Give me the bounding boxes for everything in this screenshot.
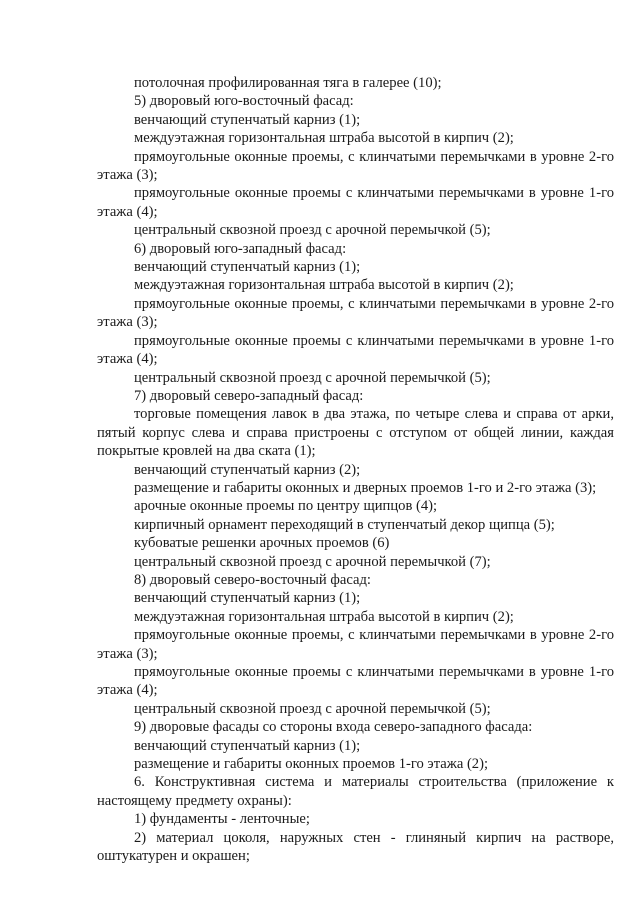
paragraph: торговые помещения лавок в два этажа, по четыре слева и справа от арки, пятый корпус слева и справа пристроены с отступом от общей линии, каждая покрытые кровлей на два ската (1);	[97, 406, 614, 460]
paragraph: междуэтажная горизонтальная штраба высотой в кирпич (2);	[134, 608, 514, 625]
paragraph: 7) дворовый северо-западный фасад:	[134, 387, 364, 404]
paragraph: кубоватые решенки арочных проемов (6)	[134, 535, 390, 552]
paragraph: 6) дворовый юго-западный фасад:	[134, 240, 347, 257]
paragraph: венчающий ступенчатый карниз (1);	[134, 590, 361, 607]
paragraph: прямоугольные оконные проемы с клинчатыми перемычками в уровне 1-го этажа (4);	[97, 664, 614, 699]
paragraph: 5) дворовый юго-восточный фасад:	[134, 93, 354, 110]
paragraph: прямоугольные оконные проемы с клинчатыми перемычками в уровне 1-го этажа (4);	[97, 332, 614, 368]
paragraph: прямоугольные оконные проемы с клинчатыми перемычками в уровне 1-го этажа (4);	[97, 185, 614, 220]
paragraph: 6. Конструктивная система и материалы строительства (приложение к настоящему предмету охраны):	[97, 774, 614, 809]
paragraph: арочные оконные проемы по центру щипцов (4);	[134, 498, 438, 515]
paragraph: центральный сквозной проезд с арочной перемычкой (5);	[134, 222, 491, 239]
paragraph: междуэтажная горизонтальная штраба высотой в кирпич (2);	[134, 277, 514, 294]
paragraph: венчающий ступенчатый карниз (1);	[134, 259, 361, 276]
paragraph: центральный сквозной проезд с арочной перемычкой (5);	[134, 700, 491, 717]
paragraph: 9) дворовые фасады со стороны входа северо-западного фасада:	[134, 719, 533, 736]
paragraph: 1) фундаменты - ленточные;	[134, 811, 310, 828]
paragraph: междуэтажная горизонтальная штраба высотой в кирпич (2);	[134, 130, 514, 147]
paragraph: размещение и габариты оконных и дверных проемов 1-го и 2-го этажа (3);	[134, 479, 597, 496]
paragraph: венчающий ступенчатый карниз (2);	[134, 461, 361, 478]
paragraph: 2) материал цоколя, наружных стен - глиняный кирпич на растворе, оштукатурен и окрашен;	[97, 829, 614, 865]
paragraph: потолочная профилированная тяга в галерее (10);	[134, 75, 442, 91]
paragraph: прямоугольные оконные проемы, с клинчатыми перемычками в уровне 2-го этажа (3);	[97, 148, 614, 184]
paragraph: венчающий ступенчатый карниз (1);	[134, 737, 361, 754]
paragraph: прямоугольные оконные проемы, с клинчатыми перемычками в уровне 2-го этажа (3);	[97, 627, 614, 662]
paragraph: венчающий ступенчатый карниз (1);	[134, 111, 361, 128]
paragraph: размещение и габариты оконных проемов 1-го этажа (2);	[134, 756, 489, 773]
paragraph: центральный сквозной проезд с арочной перемычкой (5);	[134, 369, 491, 386]
paragraph: центральный сквозной проезд с арочной перемычкой (7);	[134, 553, 491, 570]
paragraph: кирпичный орнамент переходящий в ступенчатый декор щипца (5);	[134, 516, 555, 533]
paragraph: 8) дворовый северо-восточный фасад:	[134, 571, 371, 588]
paragraph: прямоугольные оконные проемы, с клинчатыми перемычками в уровне 2-го этажа (3);	[97, 295, 614, 331]
